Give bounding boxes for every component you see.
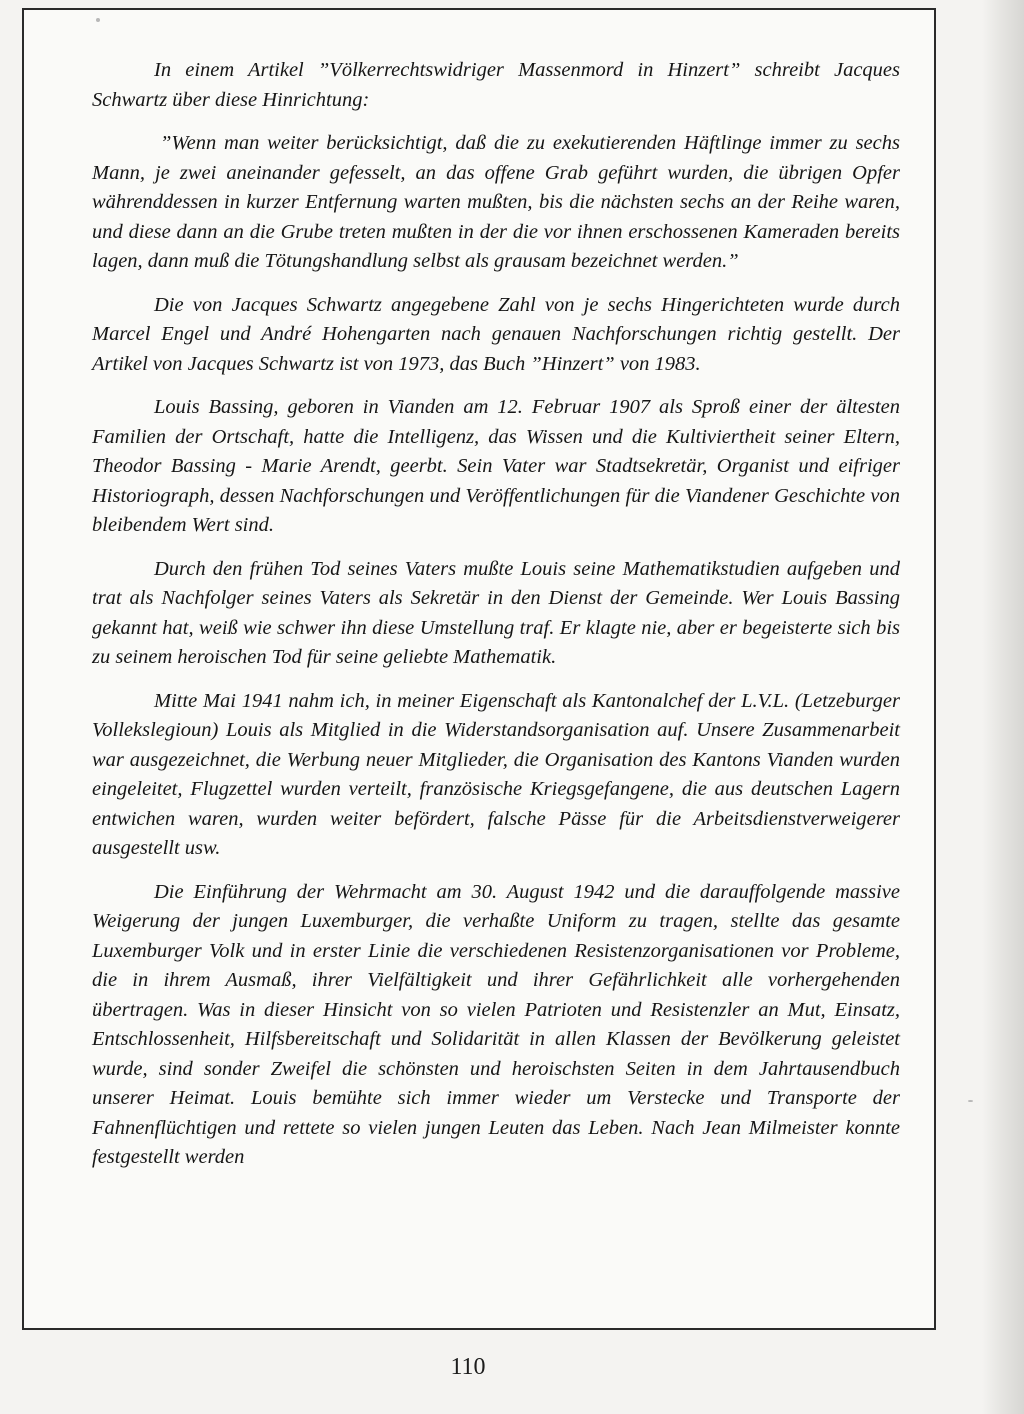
page-number: 110 <box>450 1354 486 1380</box>
scan-edge-shadow <box>982 0 1024 1414</box>
paragraph-5: Durch den frühen Tod seines Vaters mußte Louis seine Mathematikstudien aufgeben und trat als Nachfolger seines Vaters als Sekretär in den Dienst der Gemeinde. Wer Louis Bassing gekannt hat, weiß wie schwer ihn diese Umstellung traf. Er klagte nie, aber er begeisterte sich bis zu seinem heroischen Tod für seine geliebte Mathematik. <box>92 557 900 668</box>
scan-speck <box>96 18 100 22</box>
paragraph-6: Mitte Mai 1941 nahm ich, in meiner Eigenschaft als Kantonalchef der L.V.L. (Letzeburger Vollekslegioun) Louis als Mitglied in die Widerstandsorganisation auf. Unsere Zusammenarbeit war ausgezeichnet, die Werbung neuer Mitglieder, die Organisation des Kantons Vianden wurden eingeleitet, Flugzettel wurden verteilt, französische Kriegsgefangene, die aus deutschen Lagern entwichen waren, wurden weiter befördert, falsche Pässe für die Arbeitsdienstverweigerer ausgestellt usw. <box>92 689 900 859</box>
text-column <box>92 56 900 1187</box>
page-frame <box>22 8 936 1330</box>
paragraph-2-quotation: ”Wenn man weiter berücksichtigt, daß die zu exekutierenden Häftlinge immer zu sechs Mann, je zwei aneinander gefesselt, an das offene Grab geführt wurden, die übrigen Opfer währenddessen in kurzer Entfernung warten mußten, bis die nächsten sechs an der Reihe waren, und diese dann an die Grube treten mußten in der die vor ihnen erschossenen Kameraden bereits lagen, dann muß die Tötungshandlung selbst als grausam bezeichnet werden.” <box>92 132 900 272</box>
paragraph-4: Louis Bassing, geboren in Vianden am 12. Februar 1907 als Sproß einer der ältesten Familien der Ortschaft, hatte die Intelligenz, das Wissen und die Kultiviertheit seiner Eltern, Theodor Bassing - Marie Arendt, geerbt. Sein Vater war Stadtsekretär, Organist und eifriger Historiograph, dessen Nachforschungen und Veröffentlichungen für die Viandener Geschichte von bleibendem Wert sind. <box>92 396 900 536</box>
scan-speck <box>968 1100 973 1102</box>
paragraph-1: In einem Artikel ”Völkerrechtswidriger Massenmord in Hinzert” schreibt Jacques Schwartz über diese Hinrichtung: <box>92 59 900 111</box>
paragraph-3: Die von Jacques Schwartz angegebene Zahl von je sechs Hingerichteten wurde durch Marcel Engel und André Hohengarten nach genauen Nachforschungen richtig gestellt. Der Artikel von Jacques Schwartz ist von 1973, das Buch ”Hinzert” von 1983. <box>92 293 900 375</box>
paragraph-7: Die Einführung der Wehrmacht am 30. August 1942 und die darauffolgende massive Weigerung der jungen Luxemburger, die verhaßte Uniform zu tragen, stellte das gesamte Luxemburger Volk und in erster Linie die verschiedenen Resistenzorganisationen vor Probleme, die in ihrem Ausmaß, ihrer Vielfältigkeit und ihrer Gefährlichkeit alle vorhergehenden übertragen. Was in dieser Hinsicht von so vielen Patrioten und Resistenzler an Mut, Einsatz, Entschlossenheit, Hilfsbereitschaft und Solidarität in allen Klassen der Bevölkerung geleistet wurde, sind sonder Zweifel die schönsten und heroischsten Seiten in dem Jahrtausendbuch unserer Heimat. Louis bemühte sich immer wieder um Verstecke und Transporte der Fahnenflüchtigen und rettete so vielen jungen Leuten das Leben. Nach Jean Milmeister konnte festgestellt werden <box>92 880 900 1168</box>
